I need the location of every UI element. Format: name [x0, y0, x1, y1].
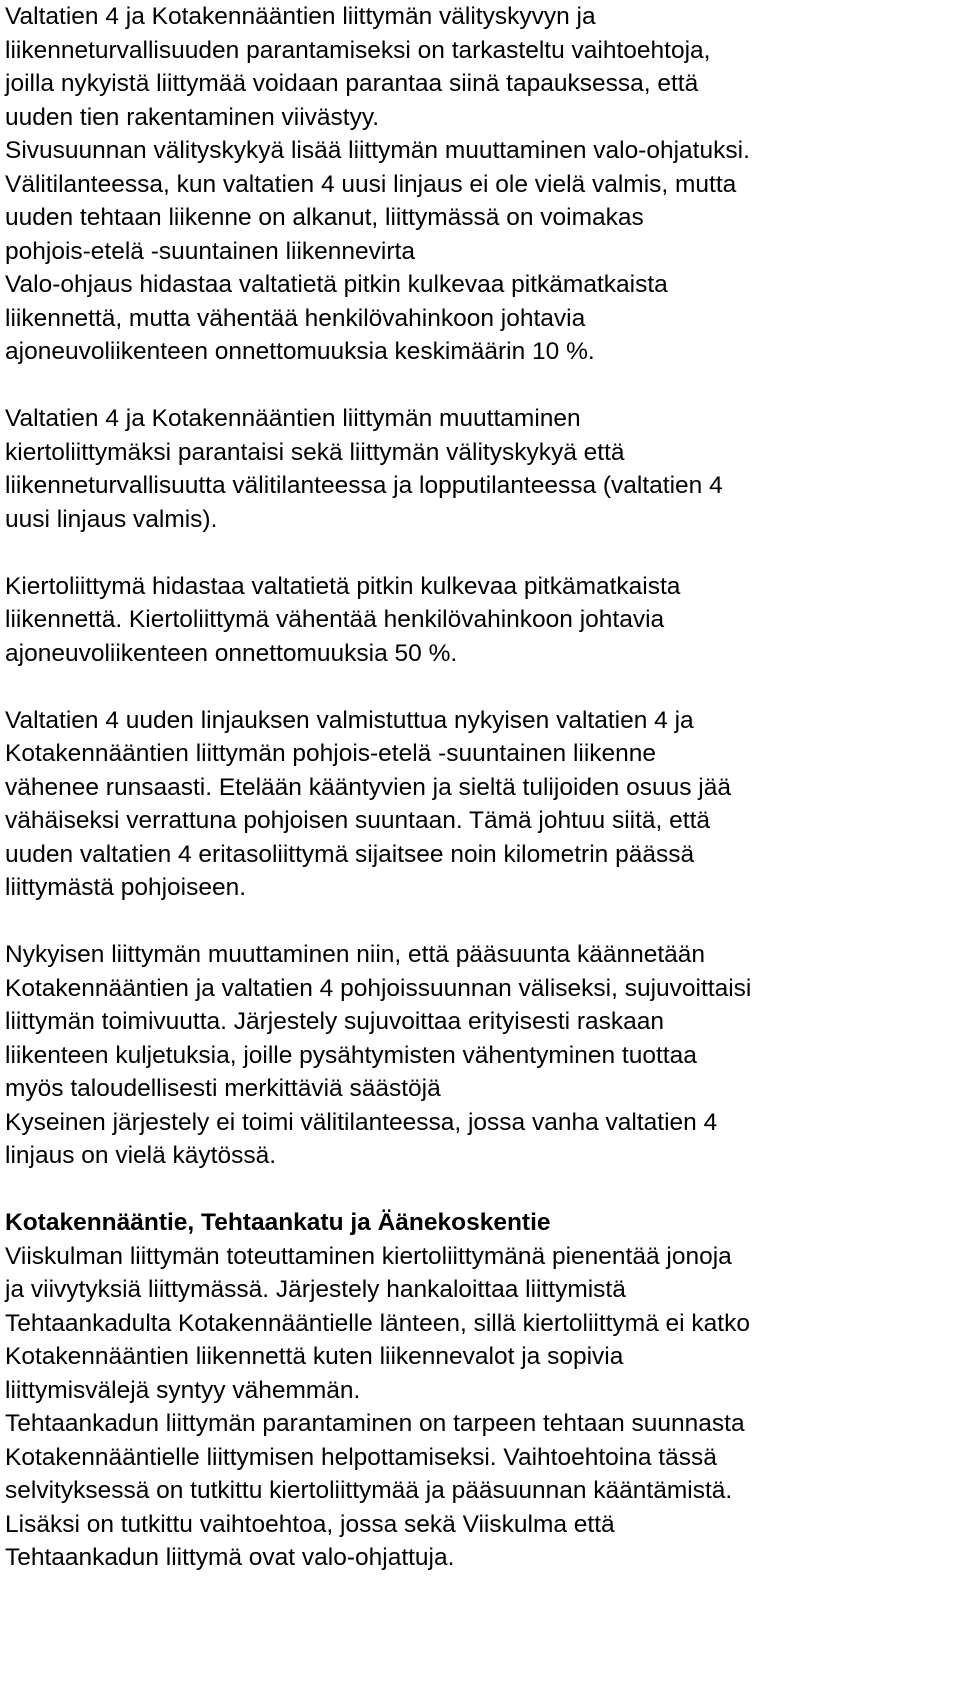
paragraph-1: [5, 0, 955, 369]
text-line: Kotakennääntielle liittymisen helpottamiseksi. Vaihtoehtoina tässä: [5, 1443, 717, 1471]
paragraph-spacer: [5, 369, 955, 403]
text-line: liittymän toimivuutta. Järjestely sujuvoittaa erityisesti raskaan: [5, 1008, 665, 1035]
section-heading: Kotakennääntie, Tehtaankatu ja Äänekoskentie: [5, 1209, 551, 1236]
text-line: liikenneturvallisuutta välitilanteessa ja lopputilanteessa (valtatien 4: [5, 472, 723, 499]
text-line: uuden valtatien 4 eritasoliittymä sijaitsee noin kilometrin päässä: [5, 840, 695, 868]
text-line: liikennettä. Kiertoliittymä vähentää henkilövahinkoon johtavia: [5, 606, 665, 633]
text-line: liittymisvälejä syntyy vähemmän.: [5, 1376, 361, 1404]
text-line: Kotakennääntien liittymän pohjois-etelä -suuntainen liikenne: [5, 740, 657, 767]
paragraph-spacer: [5, 1173, 955, 1207]
text-line: vähenee runsaasti. Etelään kääntyvien ja sieltä tulijoiden osuus jää: [5, 773, 731, 801]
text-line: liikennettä, mutta vähentää henkilövahinkoon johtavia: [5, 304, 586, 332]
text-line: Kotakennääntien ja valtatien 4 pohjoissuunnan väliseksi, sujuvoittaisi: [5, 974, 752, 1002]
text-line: ajoneuvoliikenteen onnettomuuksia 50 %.: [5, 639, 458, 667]
paragraph-spacer: [5, 536, 955, 570]
paragraph-4: [5, 704, 955, 905]
text-line: pohjois-etelä -suuntainen liikennevirta: [5, 237, 415, 265]
text-line: Nykyisen liittymän muuttaminen niin, että pääsuunta käännetään: [5, 941, 706, 968]
text-line: Välitilanteessa, kun valtatien 4 uusi linjaus ei ole vielä valmis, mutta: [5, 170, 737, 198]
text-line: myös taloudellisesti merkittäviä säästöjä: [5, 1075, 441, 1102]
text-line: uuden tehtaan liikenne on alkanut, liittymässä on voimakas: [5, 204, 644, 231]
document-page: [5, 0, 955, 1575]
text-line: liikenteen kuljetuksia, joille pysähtymisten vähentyminen tuottaa: [5, 1041, 697, 1069]
text-line: Tehtaankadun liittymä ovat valo-ohjattuja.: [5, 1544, 455, 1571]
text-line: liittymästä pohjoiseen.: [5, 874, 247, 901]
text-line: liikenneturvallisuuden parantamiseksi on tarkasteltu vaihtoehtoja,: [5, 36, 711, 64]
text-line: joilla nykyistä liittymää voidaan parantaa siinä tapauksessa, että: [5, 70, 699, 97]
text-line: uuden tien rakentaminen viivästyy.: [5, 103, 380, 131]
text-line: Lisäksi on tutkittu vaihtoehtoa, jossa sekä Viiskulma että: [5, 1510, 615, 1538]
text-line: Tehtaankadulta Kotakennääntielle länteen, sillä kiertoliittymä ei katko: [5, 1309, 750, 1337]
text-line: Tehtaankadun liittymän parantaminen on tarpeen tehtaan suunnasta: [5, 1410, 745, 1437]
text-line: Valo-ohjaus hidastaa valtatietä pitkin kulkevaa pitkämatkaista: [5, 271, 668, 298]
text-line: kiertoliittymäksi parantaisi sekä liittymän välityskykyä että: [5, 438, 625, 466]
text-line: vähäiseksi verrattuna pohjoisen suuntaan. Tämä johtuu siitä, että: [5, 807, 711, 834]
text-line: Kyseinen järjestely ei toimi välitilanteessa, jossa vanha valtatien 4: [5, 1108, 718, 1136]
paragraph-spacer: [5, 670, 955, 704]
text-line: Viiskulman liittymän toteuttaminen kiertoliittymänä pienentää jonoja: [5, 1242, 732, 1270]
text-line: ja viivytyksiä liittymässä. Järjestely hankaloittaa liittymistä: [5, 1276, 626, 1303]
text-line: Valtatien 4 uuden linjauksen valmistuttua nykyisen valtatien 4 ja: [5, 706, 694, 734]
paragraph-6: [5, 1206, 955, 1575]
text-line: selvityksessä on tutkittu kiertoliittymää ja pääsuunnan kääntämistä.: [5, 1477, 733, 1504]
paragraph-2: [5, 402, 955, 536]
text-line: ajoneuvoliikenteen onnettomuuksia keskimäärin 10 %.: [5, 338, 595, 365]
text-line: Kiertoliittymä hidastaa valtatietä pitkin kulkevaa pitkämatkaista: [5, 572, 681, 600]
paragraph-3: [5, 570, 955, 671]
paragraph-spacer: [5, 905, 955, 939]
text-line: Kotakennääntien liikennettä kuten liikennevalot ja sopivia: [5, 1343, 624, 1370]
paragraph-5: [5, 938, 955, 1173]
text-line: uusi linjaus valmis).: [5, 505, 218, 533]
text-line: Valtatien 4 ja Kotakennääntien liittymän välityskyvyn ja: [5, 3, 596, 30]
text-line: Sivusuunnan välityskykyä lisää liittymän muuttaminen valo-ohjatuksi.: [5, 137, 750, 164]
text-line: Valtatien 4 ja Kotakennääntien liittymän muuttaminen: [5, 405, 581, 432]
text-line: linjaus on vielä käytössä.: [5, 1142, 277, 1169]
